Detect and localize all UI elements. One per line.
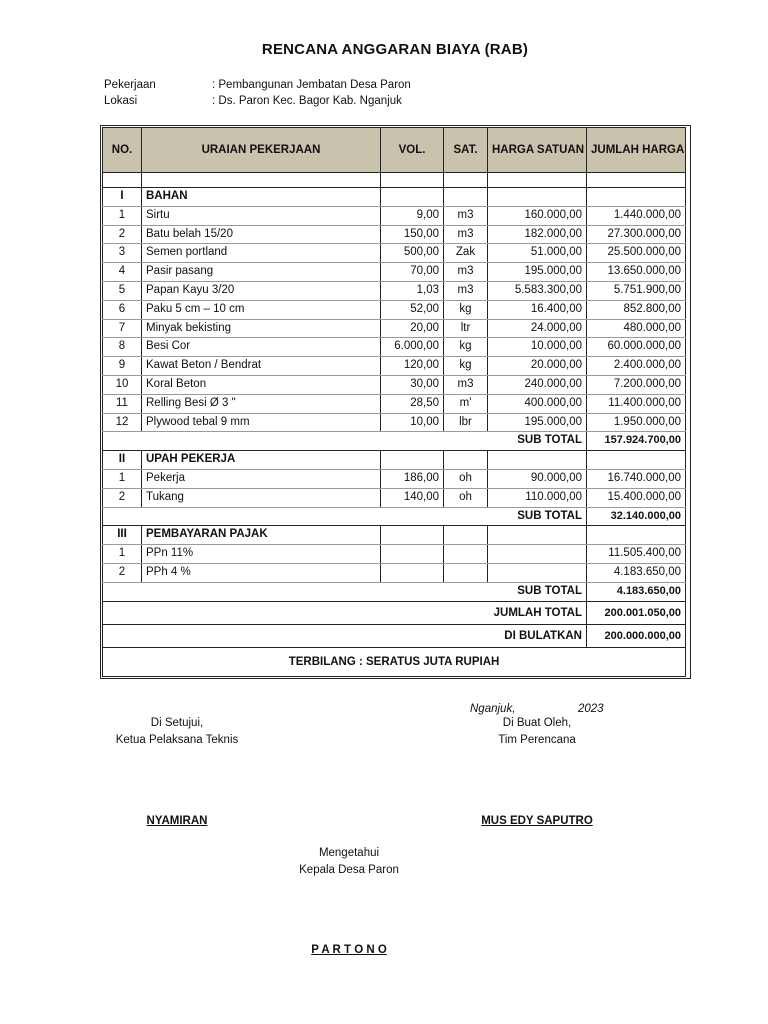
row-uraian: Pasir pasang [142, 263, 381, 282]
row-uraian: Paku 5 cm – 10 cm [142, 300, 381, 319]
subtotal-row-upah [103, 507, 686, 526]
table-row [103, 281, 686, 300]
terbilang-text: TERBILANG : SERATUS JUTA RUPIAH [103, 647, 686, 676]
row-vol: 6.000,00 [381, 338, 444, 357]
rounded-row [103, 624, 686, 647]
subtotal-label: SUB TOTAL [103, 582, 587, 601]
meta-row-lokasi [0, 95, 768, 109]
subtotal-value: 157.924.700,00 [587, 432, 686, 451]
row-uraian: Plywood tebal 9 mm [142, 413, 381, 432]
row-jumlah: 15.400.000,00 [587, 488, 686, 507]
spacer-row [103, 173, 686, 188]
row-vol: 30,00 [381, 375, 444, 394]
row-vol: 70,00 [381, 263, 444, 282]
row-sat: oh [444, 469, 488, 488]
row-vol: 120,00 [381, 357, 444, 376]
row-vol: 150,00 [381, 225, 444, 244]
total-label: JUMLAH TOTAL [103, 601, 587, 624]
table-row [103, 206, 686, 225]
row-jumlah: 11.400.000,00 [587, 394, 686, 413]
row-jumlah: 7.200.000,00 [587, 375, 686, 394]
row-jumlah: 11.505.400,00 [587, 545, 686, 564]
row-jumlah: 1.440.000,00 [587, 206, 686, 225]
section-name: BAHAN [142, 188, 381, 207]
row-jumlah: 27.300.000,00 [587, 225, 686, 244]
pajak-items [103, 545, 686, 583]
row-sat: m3 [444, 281, 488, 300]
row-no: 9 [103, 357, 142, 376]
row-vol: 9,00 [381, 206, 444, 225]
row-harga: 195.000,00 [488, 263, 587, 282]
section-no: I [103, 188, 142, 207]
section-row-bahan [103, 188, 686, 207]
row-jumlah: 60.000.000,00 [587, 338, 686, 357]
subtotal-label: SUB TOTAL [103, 507, 587, 526]
row-uraian: PPh 4 % [142, 563, 381, 582]
row-no: 3 [103, 244, 142, 263]
row-harga: 400.000,00 [488, 394, 587, 413]
row-harga [488, 563, 587, 582]
table-row [103, 338, 686, 357]
row-no: 2 [103, 563, 142, 582]
header-jumlah: JUMLAH HARGA [587, 128, 686, 173]
table-row [103, 244, 686, 263]
row-uraian: Sirtu [142, 206, 381, 225]
row-uraian: Tukang [142, 488, 381, 507]
meta-label: Pekerjaan [104, 79, 156, 91]
row-harga: 24.000,00 [488, 319, 587, 338]
row-sat [444, 545, 488, 564]
row-jumlah: 13.650.000,00 [587, 263, 686, 282]
table-header-row [103, 128, 686, 173]
row-sat: m3 [444, 263, 488, 282]
row-harga: 110.000,00 [488, 488, 587, 507]
row-uraian: Besi Cor [142, 338, 381, 357]
row-sat [444, 563, 488, 582]
row-no: 1 [103, 545, 142, 564]
budget-table [102, 127, 686, 677]
row-no: 10 [103, 375, 142, 394]
row-sat: Zak [444, 244, 488, 263]
signature-year: 2023 [578, 703, 604, 715]
row-no: 8 [103, 338, 142, 357]
center-sign-line2: Kepala Desa Paron [299, 864, 399, 876]
subtotal-value: 32.140.000,00 [587, 507, 686, 526]
row-jumlah: 16.740.000,00 [587, 469, 686, 488]
row-no: 11 [103, 394, 142, 413]
center-sign-name: P A R T O N O [311, 944, 387, 956]
row-harga: 51.000,00 [488, 244, 587, 263]
table-row [103, 225, 686, 244]
row-harga: 20.000,00 [488, 357, 587, 376]
row-harga: 16.400,00 [488, 300, 587, 319]
subtotal-row-bahan [103, 432, 686, 451]
row-no: 12 [103, 413, 142, 432]
row-jumlah: 852.800,00 [587, 300, 686, 319]
meta-row-pekerjaan [0, 79, 768, 93]
row-jumlah: 1.950.000,00 [587, 413, 686, 432]
row-no: 7 [103, 319, 142, 338]
total-value: 200.001.050,00 [587, 601, 686, 624]
header-harga: HARGA SATUAN [488, 128, 587, 173]
row-vol [381, 545, 444, 564]
row-harga: 240.000,00 [488, 375, 587, 394]
signature-place: Nganjuk, [470, 703, 516, 715]
terbilang-row [103, 647, 686, 676]
row-vol: 1,03 [381, 281, 444, 300]
row-sat: ltr [444, 319, 488, 338]
rounded-value: 200.000.000,00 [587, 624, 686, 647]
table-row [103, 469, 686, 488]
meta-value: : Ds. Paron Kec. Bagor Kab. Nganjuk [212, 95, 402, 107]
table-row [103, 319, 686, 338]
row-uraian: Pekerja [142, 469, 381, 488]
meta-label: Lokasi [104, 95, 138, 107]
row-vol: 52,00 [381, 300, 444, 319]
row-sat: m3 [444, 206, 488, 225]
row-sat: kg [444, 357, 488, 376]
row-no: 5 [103, 281, 142, 300]
row-harga [488, 545, 587, 564]
section-row-pajak [103, 526, 686, 545]
subtotal-row-pajak [103, 582, 686, 601]
right-sign-line2: Tim Perencana [498, 734, 576, 746]
table-row [103, 375, 686, 394]
left-sign-line1: Di Setujui, [150, 717, 204, 729]
row-jumlah: 480.000,00 [587, 319, 686, 338]
right-sign-line1: Di Buat Oleh, [502, 717, 572, 729]
row-uraian: Minyak bekisting [142, 319, 381, 338]
row-sat: oh [444, 488, 488, 507]
table-row [103, 563, 686, 582]
row-vol: 28,50 [381, 394, 444, 413]
table-row [103, 545, 686, 564]
row-harga: 5.583.300,00 [488, 281, 587, 300]
row-harga: 10.000,00 [488, 338, 587, 357]
left-sign-name: NYAMIRAN [146, 815, 208, 827]
row-uraian: PPn 11% [142, 545, 381, 564]
page-title: RENCANA ANGGARAN BIAYA (RAB) [261, 41, 529, 58]
table-row [103, 394, 686, 413]
header-vol: VOL. [381, 128, 444, 173]
table-row [103, 413, 686, 432]
row-jumlah: 4.183.650,00 [587, 563, 686, 582]
bahan-items [103, 206, 686, 432]
header-sat: SAT. [444, 128, 488, 173]
row-no: 4 [103, 263, 142, 282]
row-uraian: Papan Kayu 3/20 [142, 281, 381, 300]
row-sat: kg [444, 300, 488, 319]
row-no: 1 [103, 469, 142, 488]
row-vol: 20,00 [381, 319, 444, 338]
header-no: NO. [103, 128, 142, 173]
total-row [103, 601, 686, 624]
section-no: II [103, 451, 142, 470]
section-no: III [103, 526, 142, 545]
section-name: UPAH PEKERJA [142, 451, 381, 470]
row-sat: m3 [444, 375, 488, 394]
table-row [103, 357, 686, 376]
row-jumlah: 25.500.000,00 [587, 244, 686, 263]
row-vol: 10,00 [381, 413, 444, 432]
subtotal-label: SUB TOTAL [103, 432, 587, 451]
center-sign-line1: Mengetahui [318, 847, 380, 859]
row-harga: 90.000,00 [488, 469, 587, 488]
row-vol [381, 563, 444, 582]
header-uraian: URAIAN PEKERJAAN [142, 128, 381, 173]
section-row-upah [103, 451, 686, 470]
subtotal-value: 4.183.650,00 [587, 582, 686, 601]
row-vol: 140,00 [381, 488, 444, 507]
section-name: PEMBAYARAN PAJAK [142, 526, 381, 545]
row-vol: 500,00 [381, 244, 444, 263]
table-row [103, 263, 686, 282]
row-uraian: Koral Beton [142, 375, 381, 394]
left-sign-line2: Ketua Pelaksana Teknis [115, 734, 239, 746]
budget-table-frame [100, 125, 691, 679]
row-uraian: Kawat Beton / Bendrat [142, 357, 381, 376]
rounded-label: DI BULATKAN [103, 624, 587, 647]
row-sat: kg [444, 338, 488, 357]
row-uraian: Relling Besi Ø 3 " [142, 394, 381, 413]
meta-value: : Pembangunan Jembatan Desa Paron [212, 79, 411, 91]
row-harga: 195.000,00 [488, 413, 587, 432]
row-no: 2 [103, 225, 142, 244]
table-row [103, 300, 686, 319]
row-harga: 160.000,00 [488, 206, 587, 225]
row-no: 2 [103, 488, 142, 507]
upah-items [103, 469, 686, 507]
row-sat: lbr [444, 413, 488, 432]
row-sat: m3 [444, 225, 488, 244]
table-row [103, 488, 686, 507]
row-uraian: Semen portland [142, 244, 381, 263]
row-harga: 182.000,00 [488, 225, 587, 244]
row-vol: 186,00 [381, 469, 444, 488]
right-sign-name: MUS EDY SAPUTRO [481, 815, 593, 827]
row-no: 1 [103, 206, 142, 225]
row-uraian: Batu belah 15/20 [142, 225, 381, 244]
row-no: 6 [103, 300, 142, 319]
row-jumlah: 2.400.000,00 [587, 357, 686, 376]
row-jumlah: 5.751.900,00 [587, 281, 686, 300]
row-sat: m' [444, 394, 488, 413]
